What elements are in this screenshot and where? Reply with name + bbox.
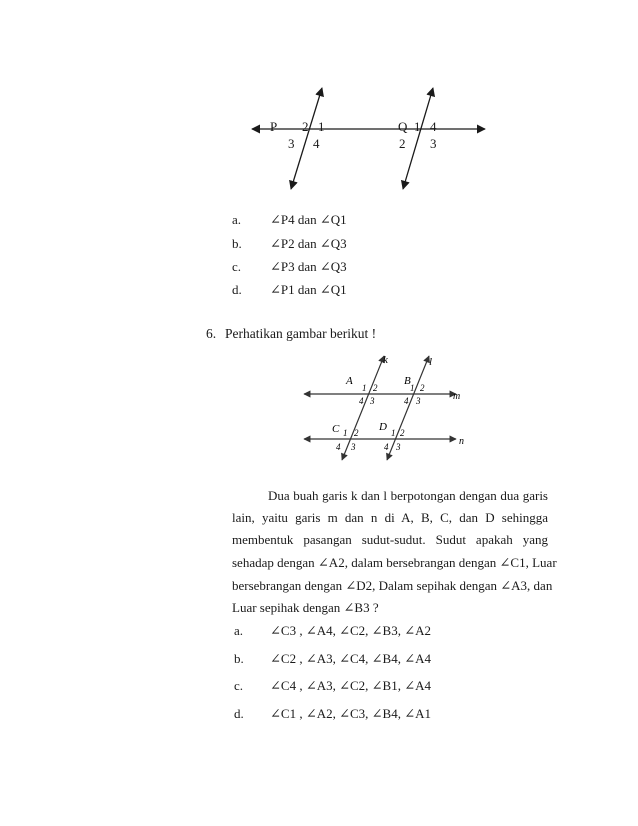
label-b3: 3	[416, 396, 421, 406]
option-letter: d.	[234, 706, 244, 721]
option-letter: c.	[234, 678, 244, 693]
label-l: l	[429, 356, 433, 368]
label-p-angle-1: 1	[318, 119, 325, 134]
label-p: P	[270, 119, 278, 134]
option-letter: b.	[232, 236, 242, 251]
label-q-angle-3: 3	[430, 136, 437, 151]
label-a1: 1	[362, 383, 367, 393]
label-d3: 3	[396, 442, 401, 452]
label-k: k	[383, 354, 388, 366]
label-q-angle-1: 1	[414, 119, 421, 134]
paragraph-line: sehadap dengan ∠A2, dalam bersebrangan dengan ∠C1, Luar	[232, 555, 557, 570]
option-letter: a.	[234, 623, 244, 638]
label-q: Q	[398, 119, 408, 134]
label-c3: 3	[351, 442, 356, 452]
question-6-number: 6.	[206, 326, 217, 341]
label-p-angle-3: 3	[288, 136, 295, 151]
option-text: ∠P1 dan ∠Q1	[270, 282, 347, 297]
option-text: ∠C1 , ∠A2, ∠C3, ∠B4, ∠A1	[270, 706, 432, 721]
label-c2: 2	[354, 428, 359, 438]
parallel-lines-figure-1	[0, 0, 638, 200]
option-text: ∠C2 , ∠A3, ∠C4, ∠B4, ∠A4	[270, 651, 432, 666]
parallel-lines-figure-2	[296, 350, 476, 462]
option-letter: d.	[232, 282, 242, 297]
option-letter: a.	[232, 212, 242, 227]
label-p-angle-4: 4	[313, 136, 320, 151]
parallel-line-q	[403, 88, 433, 189]
label-a3: 3	[370, 396, 375, 406]
question-6-prompt: Perhatikan gambar berikut !	[225, 326, 377, 341]
label-b1: 1	[410, 383, 415, 393]
option-text: ∠C4 , ∠A3, ∠C2, ∠B1, ∠A4	[270, 678, 432, 693]
option-letter: b.	[234, 651, 244, 666]
line-l	[387, 356, 429, 460]
label-d2: 2	[400, 428, 405, 438]
label-q-angle-4: 4	[430, 119, 437, 134]
label-b2: 2	[420, 383, 425, 393]
option-letter: c.	[232, 259, 242, 274]
label-m: m	[453, 391, 461, 402]
option-text: ∠P3 dan ∠Q3	[270, 259, 347, 274]
paragraph-line: Luar sepihak dengan ∠B3 ?	[232, 600, 379, 615]
paragraph-line: membentuk pasangan sudut-sudut. Sudut apakah yang	[232, 532, 548, 547]
label-d: D	[379, 421, 387, 433]
label-c4: 4	[336, 442, 341, 452]
line-k	[342, 356, 384, 460]
label-b4: 4	[404, 396, 409, 406]
label-a2: 2	[373, 383, 378, 393]
label-c: C	[332, 423, 340, 435]
label-c1: 1	[343, 428, 348, 438]
paragraph-line: lain, yaitu garis m dan n di A, B, C, dan D sehingga	[232, 510, 548, 525]
label-n: n	[459, 436, 464, 447]
label-d4: 4	[384, 442, 389, 452]
label-a4: 4	[359, 396, 364, 406]
option-text: ∠C3 , ∠A4, ∠C2, ∠B3, ∠A2	[270, 623, 432, 638]
label-p-angle-2: 2	[302, 119, 309, 134]
label-d1: 1	[391, 428, 396, 438]
label-b: B	[404, 375, 411, 387]
option-text: ∠P4 dan ∠Q1	[270, 212, 347, 227]
label-a: A	[346, 375, 353, 387]
paragraph-line: bersebrangan dengan ∠D2, Dalam sepihak dengan ∠A3, dan	[232, 578, 553, 593]
option-text: ∠P2 dan ∠Q3	[270, 236, 347, 251]
paragraph-line: Dua buah garis k dan l berpotongan dengan dua garis	[268, 488, 548, 503]
label-q-angle-2: 2	[399, 136, 406, 151]
